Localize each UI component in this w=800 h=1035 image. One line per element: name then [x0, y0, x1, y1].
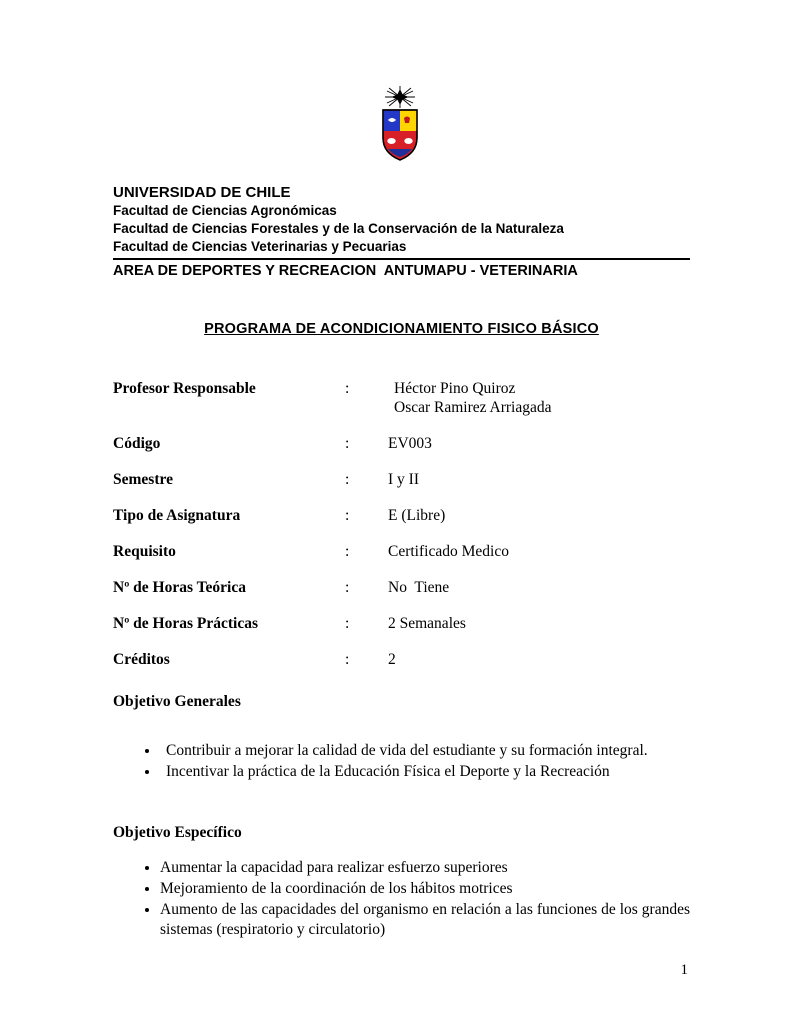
objetivo-especifico-list [113, 858, 690, 940]
field-row-profesor [113, 379, 690, 417]
page-number: 1 [680, 962, 688, 978]
professor-name-1: Héctor Pino Quiroz [394, 380, 516, 397]
field-row-tipo-asignatura [113, 506, 690, 525]
list-item [160, 879, 690, 899]
list-item [160, 858, 690, 878]
field-label: Profesor Responsable [113, 380, 256, 397]
section-heading-objetivo-especifico: Objetivo Específico [113, 824, 242, 841]
field-colon: : [345, 507, 350, 524]
field-value: 2 Semanales [388, 615, 466, 632]
field-colon: : [345, 651, 350, 668]
bullet-text: Mejoramiento de la coordinación de los hábitos motrices [160, 880, 513, 897]
list-item [160, 741, 690, 761]
field-row-horas-practicas [113, 614, 690, 633]
letterhead [113, 183, 690, 281]
faculty-line-3: Facultad de Ciencias Veterinarias y Pecuarias [113, 239, 407, 254]
field-row-requisito [113, 542, 690, 561]
field-colon: : [345, 543, 350, 560]
field-label: Créditos [113, 651, 170, 668]
objetivo-generales-list [113, 741, 690, 782]
bullet-text: Aumento de las capacidades del organismo en relación a las funciones de los grandes sistemas (respiratorio y circulatorio) [160, 901, 690, 938]
field-value [388, 379, 690, 417]
field-value: I y II [388, 471, 419, 488]
course-fields [113, 379, 690, 669]
field-value: No Tiene [388, 579, 450, 596]
field-label: Tipo de Asignatura [113, 507, 241, 524]
faculty-line-1: Facultad de Ciencias Agronómicas [113, 203, 337, 218]
horizontal-rule [113, 258, 690, 260]
page-title: PROGRAMA DE ACONDICIONAMIENTO FISICO BÁSICO [204, 321, 599, 337]
bullet-text: Contribuir a mejorar la calidad de vida del estudiante y su formación integral. [166, 742, 648, 759]
list-item [160, 762, 690, 782]
logo-container [0, 0, 800, 171]
field-row-horas-teorica [113, 578, 690, 597]
field-label: Nº de Horas Teórica [113, 579, 246, 596]
field-label: Código [113, 435, 161, 452]
field-value: 2 [388, 651, 396, 668]
field-row-semestre [113, 470, 690, 489]
university-crest-logo [371, 153, 429, 170]
field-row-creditos [113, 650, 690, 669]
field-label: Requisito [113, 543, 176, 560]
list-item [160, 900, 690, 940]
field-value: Certificado Medico [388, 543, 509, 560]
field-colon: : [345, 471, 350, 488]
field-value: E (Libre) [388, 507, 446, 524]
field-colon: : [345, 380, 350, 397]
document-content [0, 183, 800, 940]
field-value: EV003 [388, 435, 432, 452]
professor-name-2: Oscar Ramirez Arriagada [394, 399, 552, 416]
university-name: UNIVERSIDAD DE CHILE [113, 184, 291, 201]
area-title: AREA DE DEPORTES Y RECREACION ANTUMAPU - VETERINARIA [113, 263, 578, 279]
bullet-text: Aumentar la capacidad para realizar esfuerzo superiores [160, 859, 508, 876]
field-colon: : [345, 579, 350, 596]
bullet-text: Incentivar la práctica de la Educación Física el Deporte y la Recreación [166, 763, 610, 780]
faculty-line-2: Facultad de Ciencias Forestales y de la Conservación de la Naturaleza [113, 221, 564, 236]
field-label: Nº de Horas Prácticas [113, 615, 259, 632]
field-colon: : [345, 435, 350, 452]
field-colon: : [345, 615, 350, 632]
section-heading-objetivo-generales: Objetivo Generales [113, 693, 241, 710]
field-label: Semestre [113, 471, 173, 488]
field-row-codigo [113, 434, 690, 453]
